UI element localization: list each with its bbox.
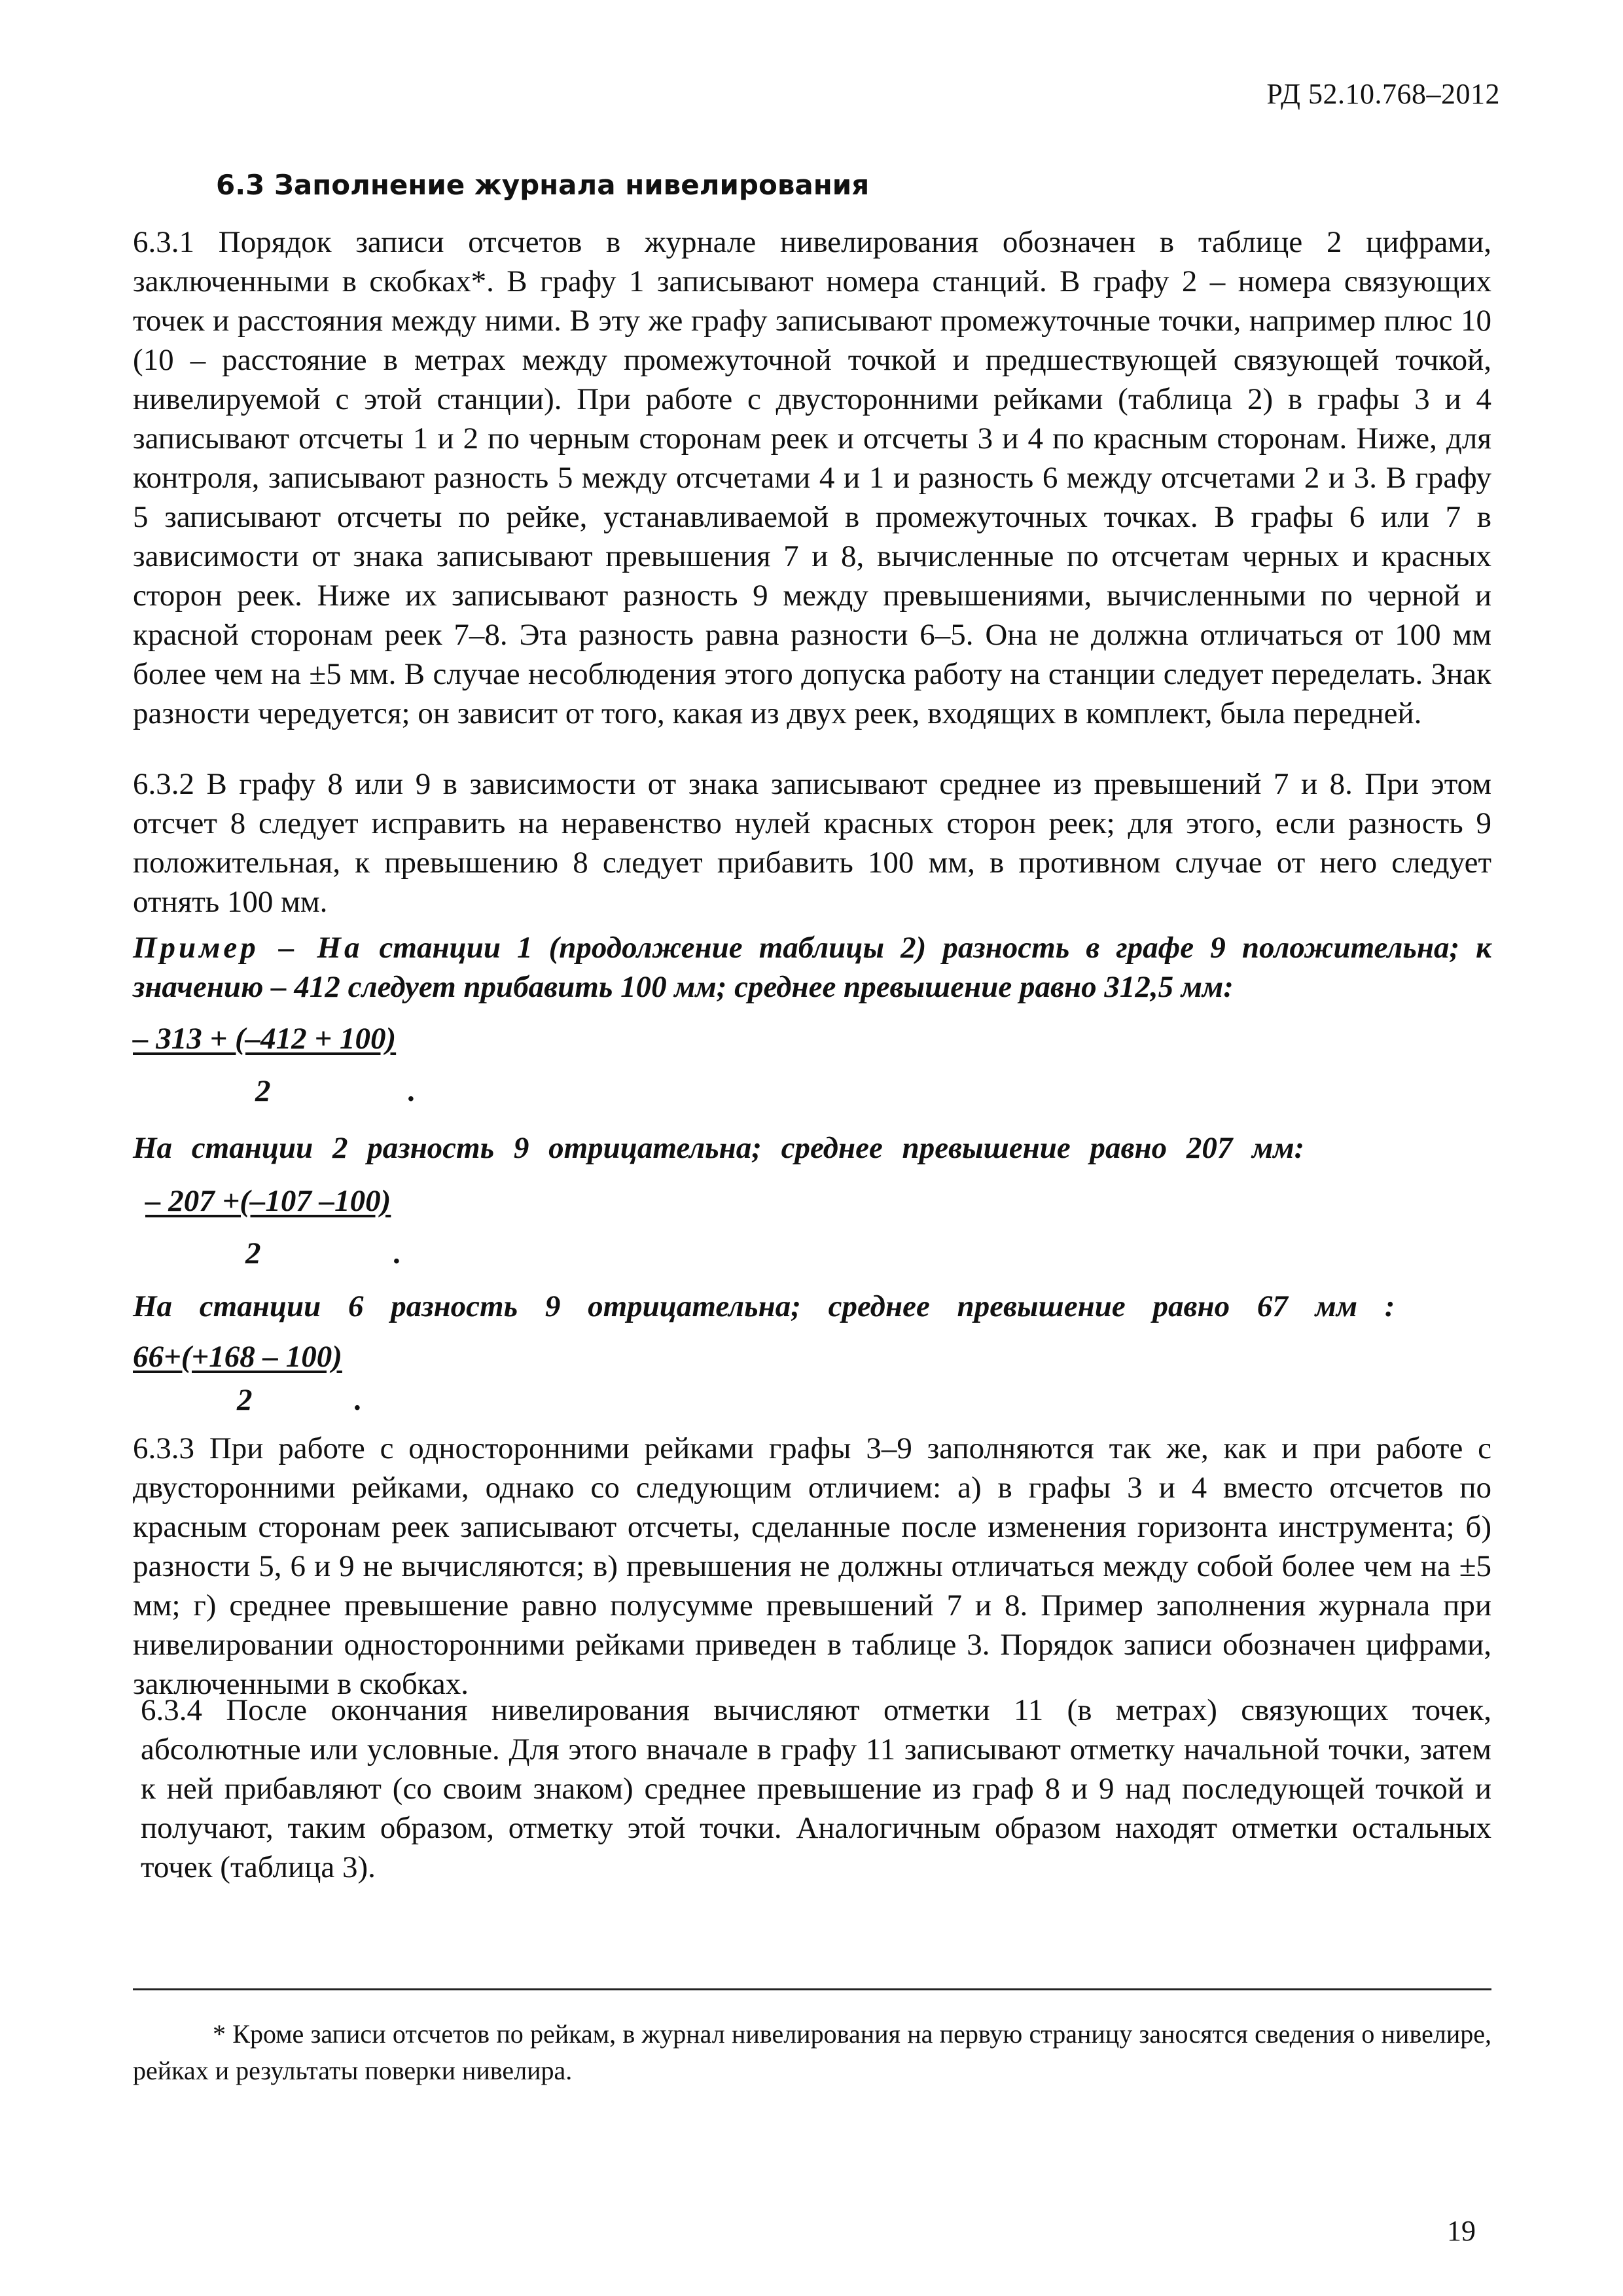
- paragraph-6-3-4: 6.3.4 После окончания нивелирования вычисляют отметки 11 (в метрах) связующих точек, абсолютные или условные. Для этого вначале в графу 11 записывают отметку начальной точки, затем к ней прибавляют (со своим знаком) среднее превышение из граф 8 и 9 над последующей точкой и получают, таким образом, отметку этой точки. Аналогичным образом находят отметки остальных точек (таблица 3).: [141, 1693, 1491, 1884]
- paragraph-6-3-1: 6.3.1 Порядок записи отсчетов в журнале нивелирования обозначен в таблице 2 цифрами, заключенными в скобках*. В графу 1 записывают номера станций. В графу 2 – номера связующих точек и расстояния между ними. В эту же графу записывают промежуточные точки, например плюс 10 (10 – расстояние в метрах между промежуточной точкой и предшествующей связующей точкой, нивелируемой с этой станции). При работе с двусторонними рейками (таблица 2) в графы 3 и 4 записывают отсчеты 1 и 2 по черным сторонам реек и отсчеты 3 и 4 по красным сторонам. Ниже, для контроля, записывают разность 5 между отсчетами 4 и 1 и разность 6 между отсчетами 2 и 3. В графу 5 записывают отсчеты по рейке, устанавливаемой в промежуточных точках. В графы 6 или 7 в зависимости от знака записывают превышения 7 и 8, вычисленные по отсчетам черных и красных сторон реек. Ниже их записывают разность 9 между превышениями, вычисленными по черной и красной сторонам реек 7–8. Эта разность равна разности 6–5. Она не должна отличаться от 100 мм более чем на ±5 мм. В случае несоблюдения этого допуска работу на станции следует переделать. Знак разности чередуется; он зависит от того, какая из двух реек, входящих в комплект, была передней.: [133, 225, 1491, 730]
- paragraph-6-3-3: 6.3.3 При работе с односторонними рейками графы 3–9 заполняются так же, как и при работе с двусторонними рейками, однако со следующим отличием: а) в графы 3 и 4 вместо отсчетов по красным сторонам реек записывают отсчеты, сделанные после изменения горизонта инструмента; б) разности 5, 6 и 9 не вычисляются; в) превышения не должны отличаться между собой более чем на ±5 мм; г) среднее превышение равно полусумме превышений 7 и 8. Пример заполнения журнала при нивелировании односторонними рейками приведен в таблице 3. Порядок записи обозначен цифрами, заключенными в скобках.: [133, 1431, 1491, 1701]
- footnote: * Кроме записи отсчетов по рейкам, в журнал нивелирования на первую страницу заносятся сведения о нивелире, рейках и результаты поверки нивелира.: [133, 2019, 1491, 2085]
- paragraph-6-3-2: 6.3.2 В графу 8 или 9 в зависимости от знака записывают среднее из превышений 7 и 8. При этом отсчет 8 следует исправить на неравенство нулей красных сторон реек; для этого, если разность 9 положительная, к превышению 8 следует прибавить 100 мм, в противном случае от него следует отнять 100 мм.: [133, 767, 1491, 919]
- formula-2-period: .: [393, 1236, 401, 1270]
- page-number: 19: [1447, 2215, 1476, 2247]
- formula-2-denominator: 2: [245, 1236, 261, 1270]
- example-text-1: [133, 928, 1491, 1007]
- formula-3-numerator: 66+(+168 – 100): [133, 1340, 342, 1374]
- formula-1-numerator: – 313 + (–412 + 100): [133, 1022, 397, 1056]
- example-text-2: На станции 2 разность 9 отрицательна; среднее превышение равно 207 мм:: [133, 1131, 1305, 1165]
- section-heading: 6.3 Заполнение журнала нивелирования: [216, 169, 870, 201]
- document-code: РД 52.10.768–2012: [1266, 78, 1500, 110]
- formula-2-numerator: – 207 +(–107 –100): [145, 1184, 391, 1218]
- example-text-3: На станции 6 разность 9 отрицательна; среднее превышение равно 67 мм :: [133, 1289, 1395, 1323]
- formula-1-period: .: [407, 1074, 415, 1108]
- example-lead: Пример – На: [133, 931, 363, 965]
- example-line-1: станции 1 (продолжение таблицы 2) разность в графе 9 положительна; к значению – 412 следует прибавить 100 мм; среднее превышение равно 312,5 мм:: [133, 931, 1491, 1004]
- formula-3-denominator: 2: [237, 1383, 253, 1417]
- formula-1-denominator: 2: [255, 1074, 271, 1108]
- formula-3-period: .: [353, 1383, 361, 1417]
- footnote-separator: [133, 1988, 1491, 1990]
